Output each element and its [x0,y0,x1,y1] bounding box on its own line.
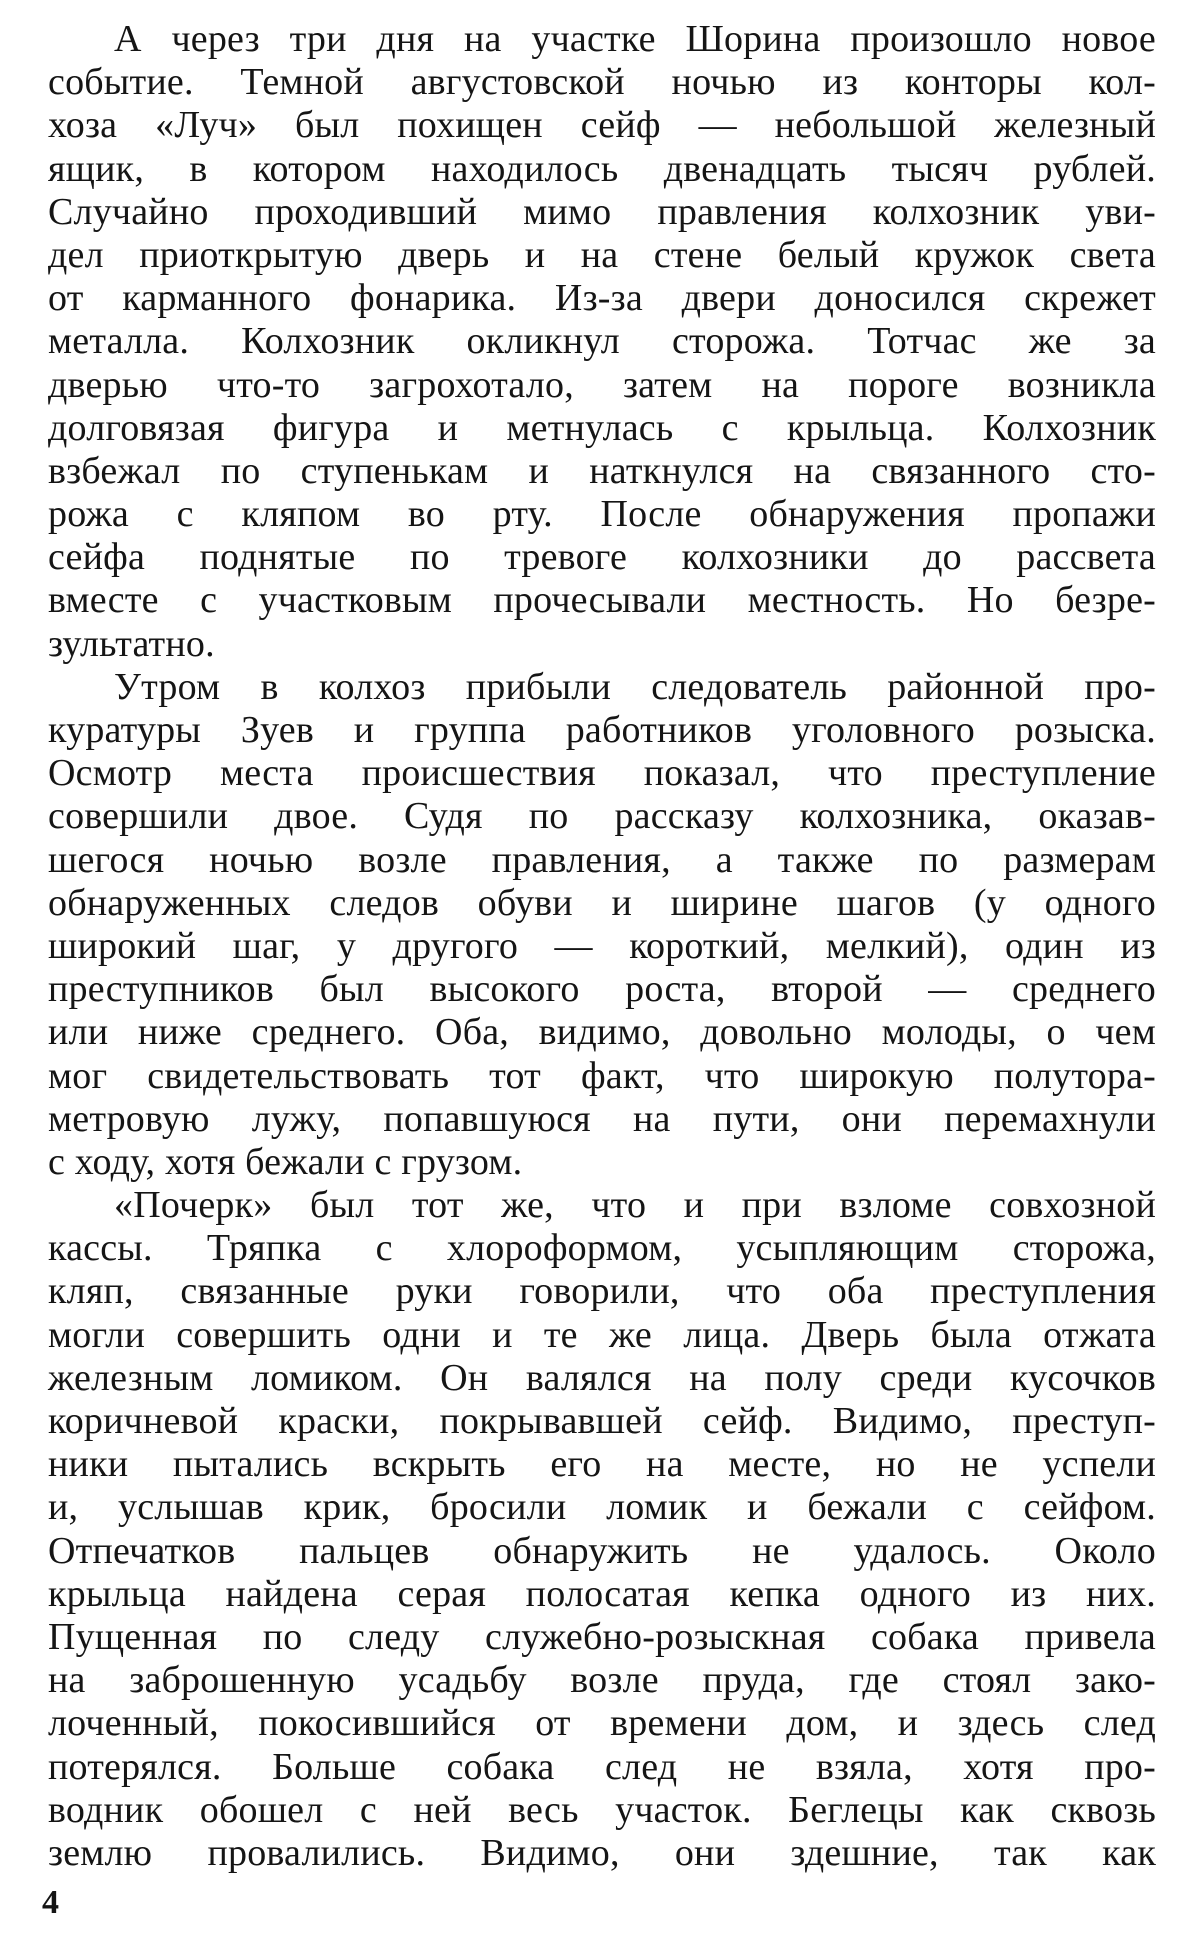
book-page [48,18,1156,1874]
text-line: потерялся. Больше собака след не взяла, хотя про- [48,1745,1156,1788]
text-line: шегося ночью возле правления, а также по размерам [48,838,1156,881]
text-line: А через три дня на участке Шорина произошло новое [114,18,1156,60]
text-line: Пущенная по следу служебно-розыскная собака привела [48,1615,1156,1658]
text-line: рожа с кляпом во рту. После обнаружения пропажи [48,493,1156,536]
text-line: от карманного фонарика. Из-за двери доносился скрежет [48,277,1156,320]
text-line: Отпечатков пальцев обнаружить не удалось. Около [48,1529,1156,1572]
paragraph-2 [48,666,1156,1184]
paragraph-3 [48,1184,1156,1875]
text-line: и, услышав крик, бросили ломик и бежали с сейфом. [48,1486,1156,1529]
text-line: метровую лужу, попавшуюся на пути, они перемахнули [48,1097,1156,1140]
text-line: коричневой краски, покрывавшей сейф. Видимо, преступ- [48,1400,1156,1442]
text-line: Случайно проходивший мимо правления колхозник уви- [48,190,1156,233]
text-line: землю провалились. Видимо, они здешние, так как [48,1831,1156,1874]
text-line: металла. Колхозник окликнул сторожа. Тотчас же за [48,320,1156,363]
text-line: зультатно. [48,622,215,665]
text-line: сейфа поднятые по тревоге колхозники до рассвета [48,536,1156,579]
text-line: обнаруженных следов обуви и ширине шагов (у одного [48,881,1156,924]
text-line: долговязая фигура и метнулась с крыльца. Колхозник [48,406,1156,449]
text-line: ники пытались вскрыть его на месте, но не успели [48,1443,1156,1486]
text-line: или ниже среднего. Оба, видимо, довольно молоды, о чем [48,1011,1156,1054]
text-line: на заброшенную усадьбу возле пруда, где стоял зако- [48,1659,1156,1702]
text-line: совершили двое. Судя по рассказу колхозника, оказав- [48,795,1156,838]
text-line: дел приоткрытую дверь и на стене белый кружок света [48,233,1156,276]
text-line: вместе с участковым прочесывали местность. Но безре- [48,579,1156,622]
text-line: водник обошел с ней весь участок. Беглецы как сквозь [48,1788,1156,1831]
text-line: могли совершить одни и те же лица. Дверь была отжата [48,1313,1156,1356]
text-line: хоза «Луч» был похищен сейф — небольшой железный [48,104,1156,147]
text-line: кассы. Тряпка с хлороформом, усыпляющим сторожа, [48,1227,1156,1270]
paragraph-1 [48,18,1156,666]
text-line: дверью что-то загрохотало, затем на пороге возникла [48,363,1156,406]
text-line: Осмотр места происшествия показал, что преступление [48,752,1156,795]
text-line: куратуры Зуев и группа работников уголовного розыска. [48,709,1156,751]
text-line: мог свидетельствовать тот факт, что широкую полутора- [48,1054,1156,1097]
text-line: с ходу, хотя бежали с грузом. [48,1140,523,1183]
text-line: Утром в колхоз прибыли следователь районной про- [114,665,1156,708]
text-line: взбежал по ступенькам и наткнулся на связанного сто- [48,449,1156,492]
text-line: лоченный, покосившийся от времени дом, и здесь след [48,1702,1156,1745]
text-line: преступников был высокого роста, второй — среднего [48,968,1156,1011]
text-line: кляп, связанные руки говорили, что оба преступления [48,1270,1156,1313]
text-line: широкий шаг, у другого — короткий, мелкий), один из [48,924,1156,967]
text-line: «Почерк» был тот же, что и при взломе совхозной [114,1184,1156,1227]
text-line: ящик, в котором находилось двенадцать тысяч рублей. [48,147,1156,190]
text-line: событие. Темной августовской ночью из конторы кол- [48,61,1156,104]
text-line: крыльца найдена серая полосатая кепка одного из них. [48,1572,1156,1615]
text-line: железным ломиком. Он валялся на полу среди кусочков [48,1356,1156,1399]
page-number: 4 [42,1884,59,1921]
